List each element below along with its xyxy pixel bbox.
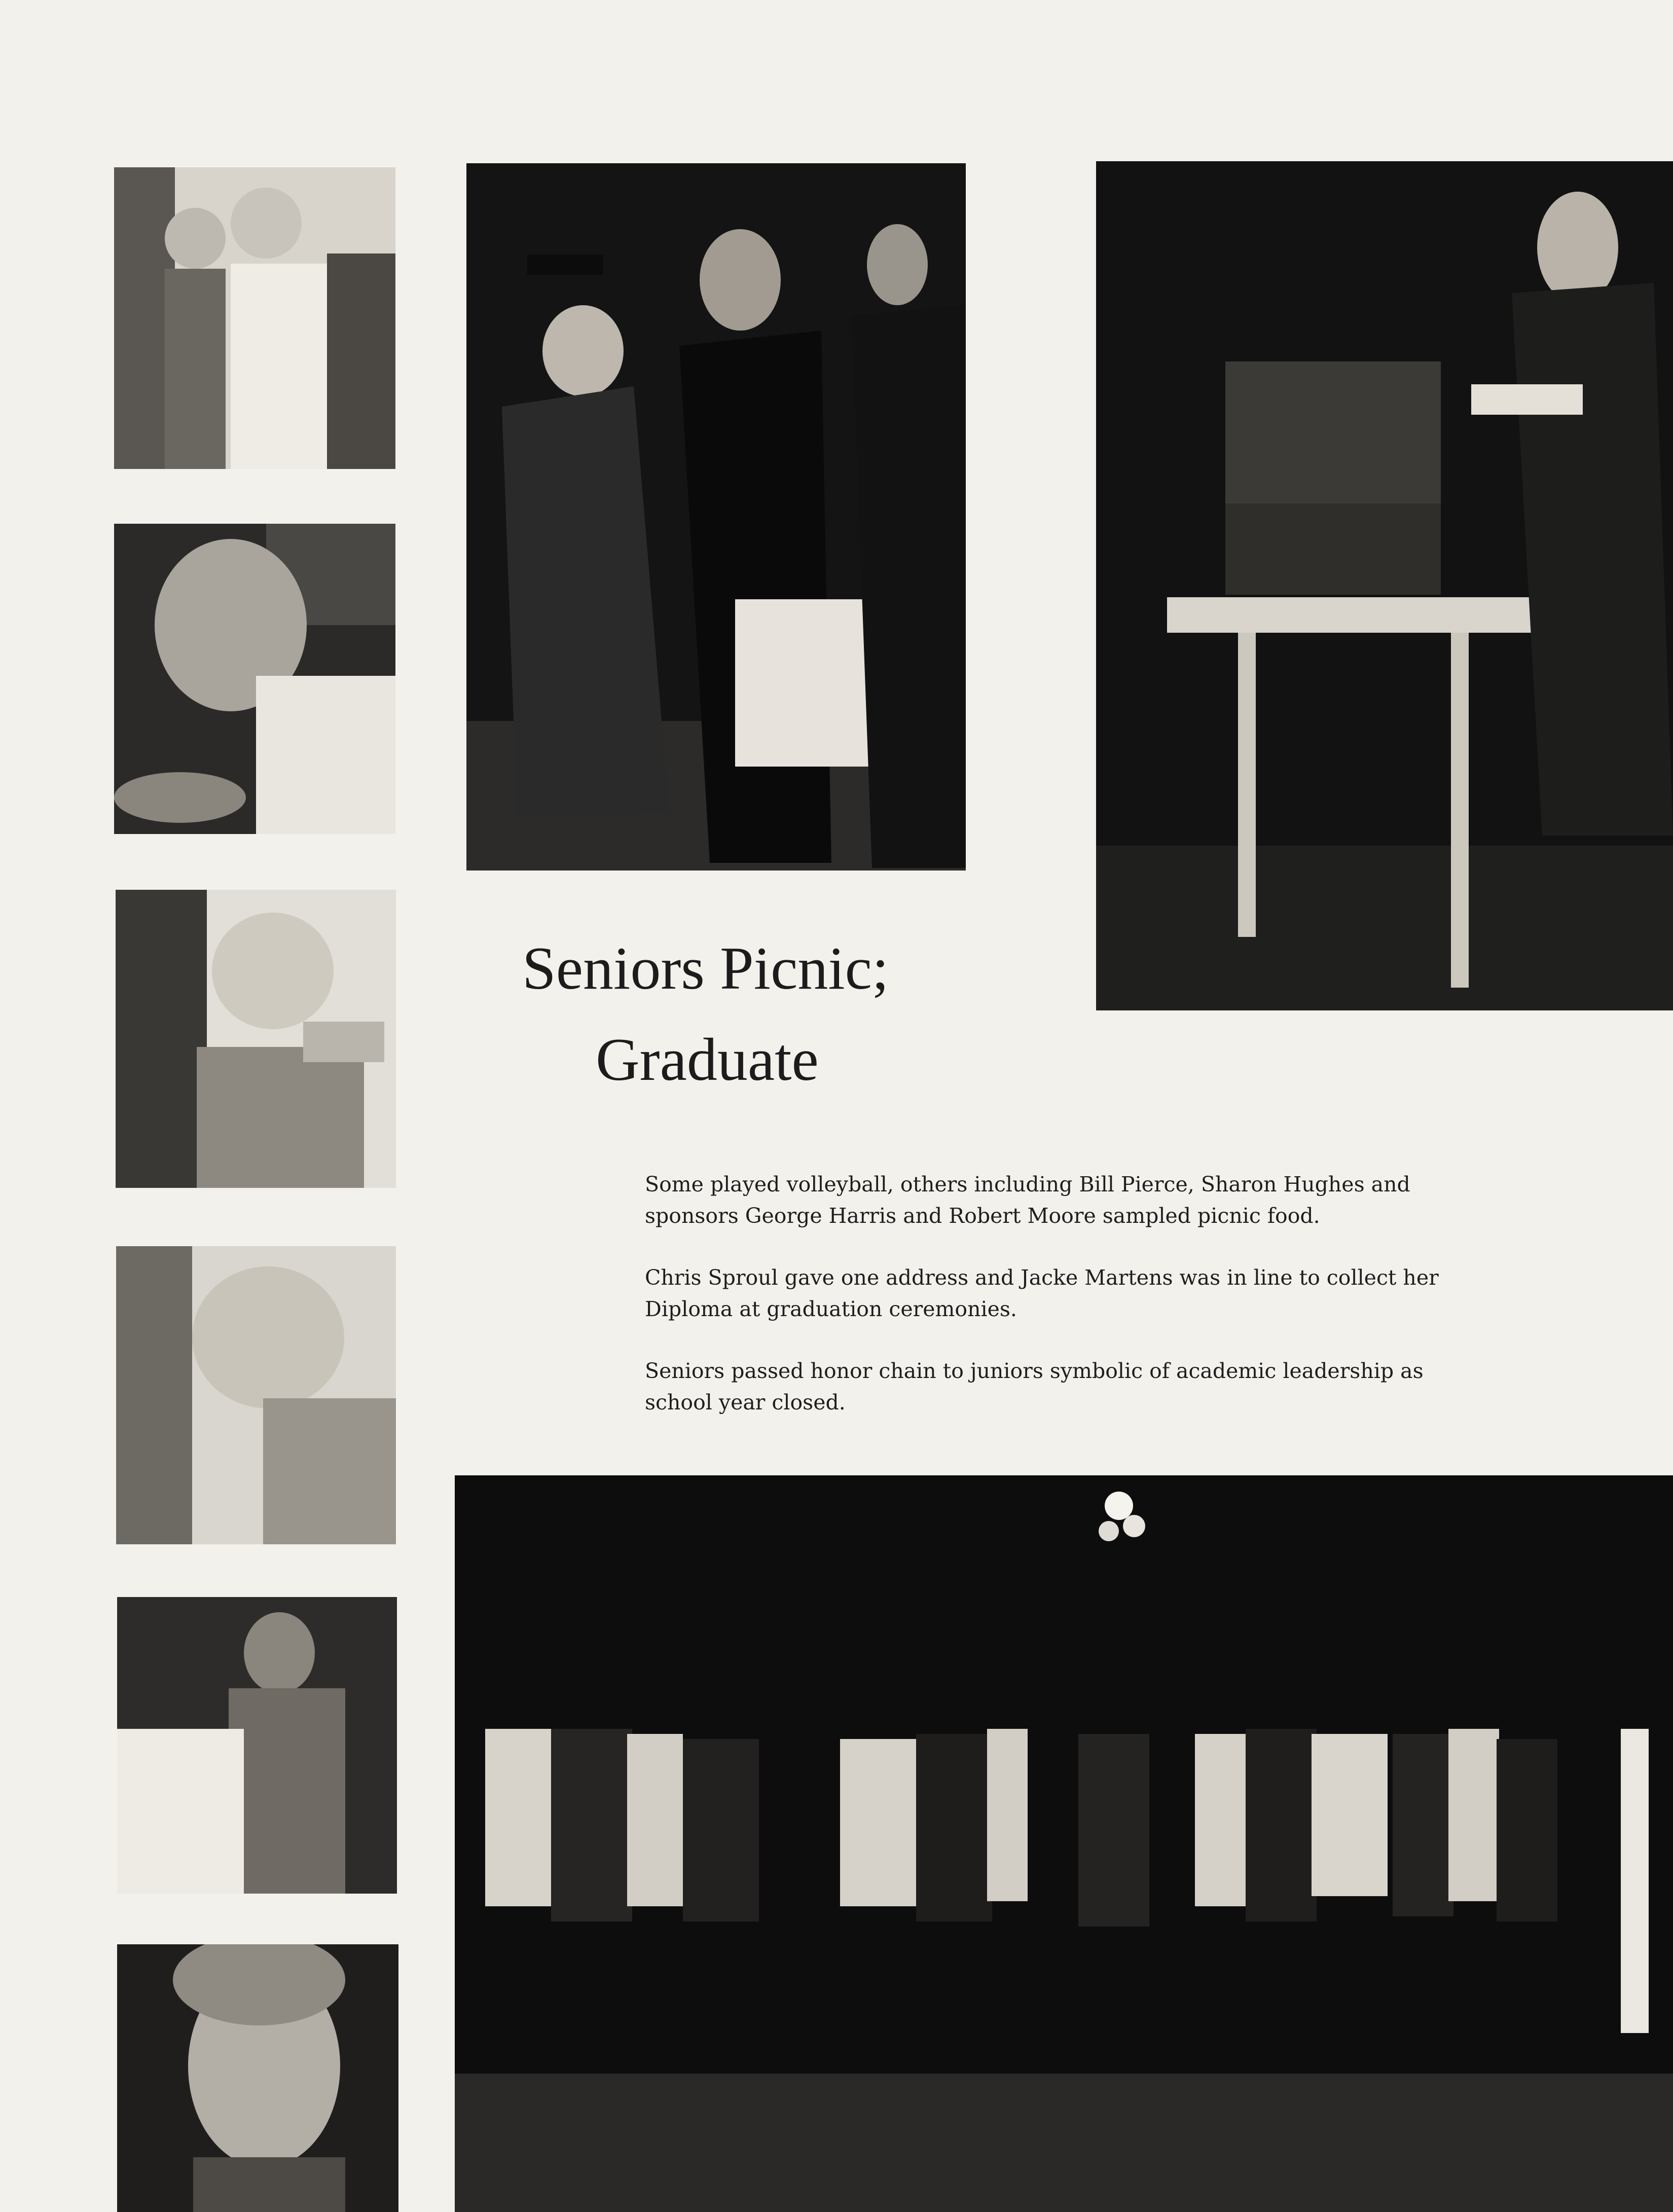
caption-paragraph-2: Chris Sproul gave one address and Jacke Martens was in line to collect her Diploma at graduation ceremonies. <box>645 1265 1439 1321</box>
photo-men-cooking <box>114 167 395 469</box>
page-title <box>522 923 889 1105</box>
photo-boy-eating <box>117 1944 398 2212</box>
photo-diploma-handshake <box>466 163 966 871</box>
photo-man-plaid-shirt <box>117 1597 397 1894</box>
title-line-2: Graduate <box>596 1026 819 1093</box>
photo-man-eating <box>114 524 395 834</box>
photo-speaker-podium <box>1096 161 1673 1010</box>
photo-girl-profile <box>116 890 396 1188</box>
photo-girl-eating <box>116 1246 396 1544</box>
caption-paragraph-3: Seniors passed honor chain to juniors symbolic of academic leadership as school year closed. <box>645 1359 1424 1415</box>
photo-graduation-procession <box>455 1475 1673 2212</box>
caption-paragraph-1: Some played volleyball, others including Bill Pierce, Sharon Hughes and sponsors George Harris and Robert Moore sampled picnic food. <box>645 1172 1410 1228</box>
caption-block <box>645 1169 1486 1448</box>
title-line-1: Seniors Picnic; <box>522 934 889 1002</box>
